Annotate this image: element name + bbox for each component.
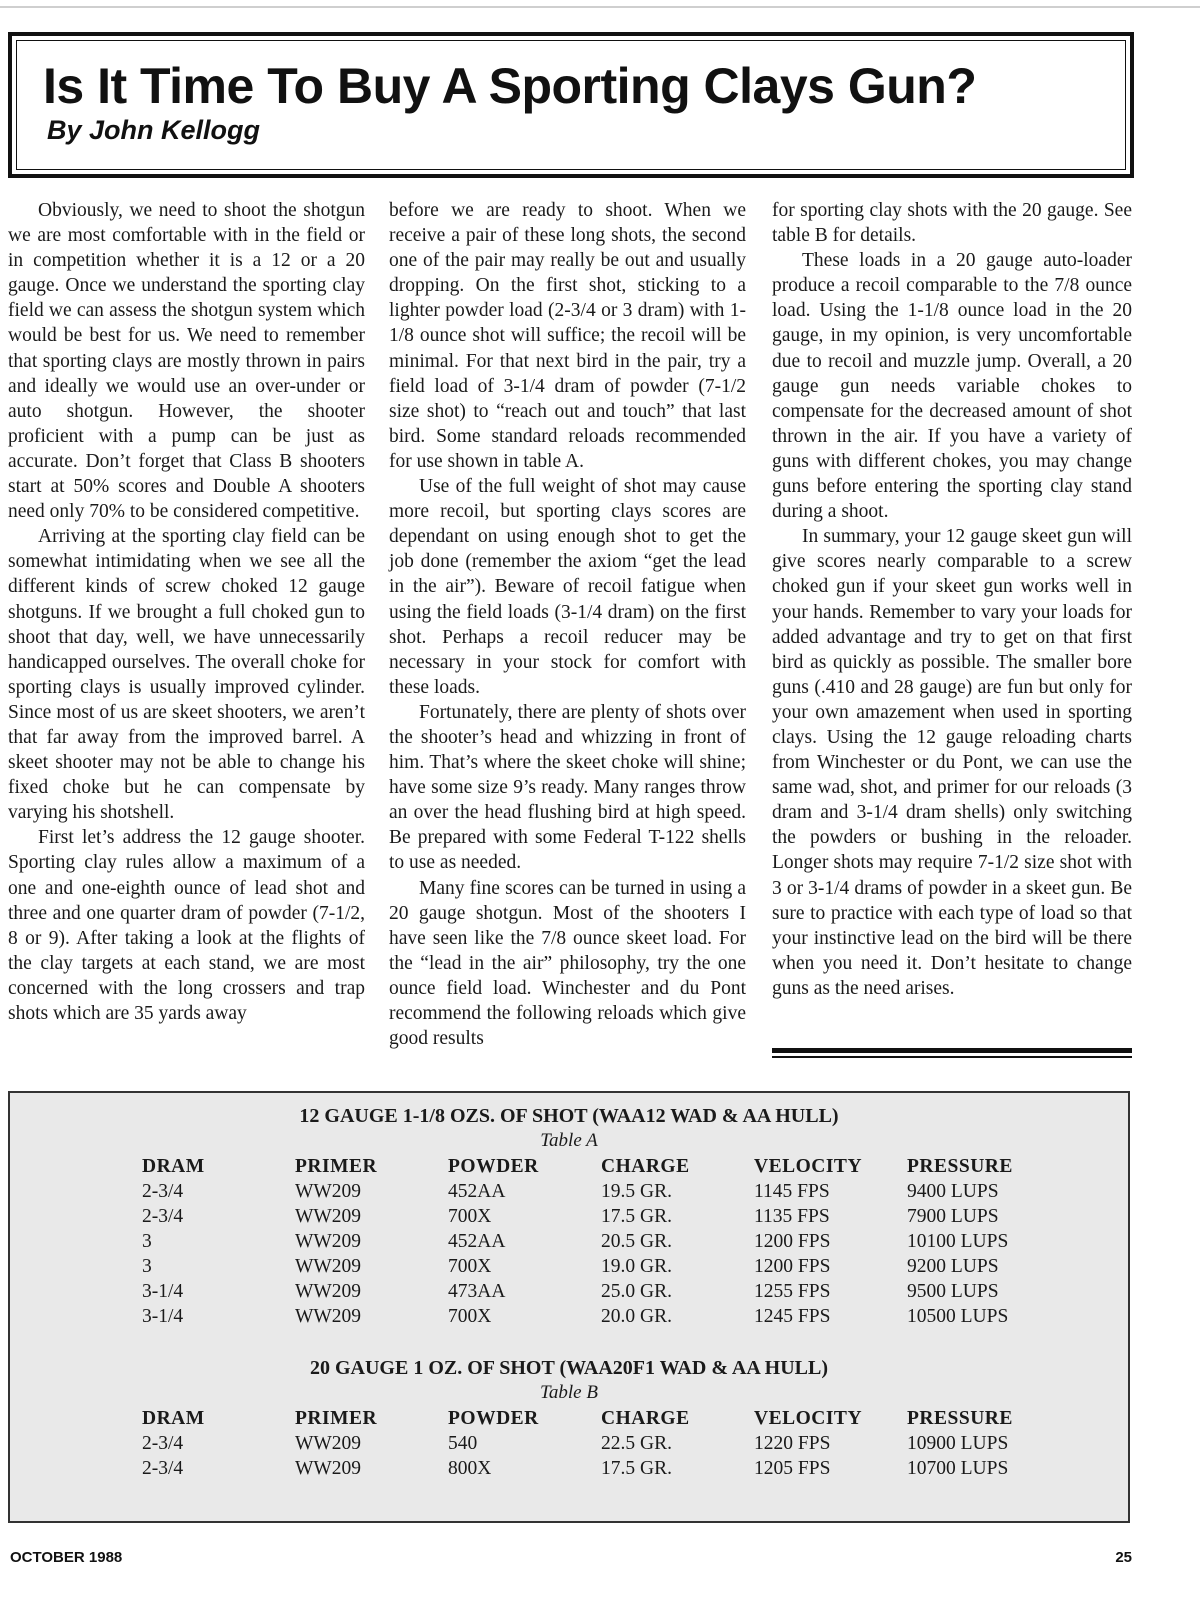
paragraph: These loads in a 20 gauge auto-loader produce a recoil comparable to the 7/8 ounce load. Using the 1-1/8 ounce load in the 20 gauge, in my opinion, is very uncomfortable due to recoil and muzzle jump. Overall, a 20 gauge gun needs variable chokes to compensate for the decreased amount of shot thrown in the air. If you have a variety of guns with different chokes, you may change guns before entering the sporting clay stand during a shoot.	[772, 250, 1132, 523]
table-cell: 20.5 GR.	[601, 1231, 672, 1252]
article-column-2	[389, 198, 746, 1051]
table-cell: 1200 FPS	[754, 1256, 831, 1277]
table-row	[142, 1204, 1060, 1229]
table-row	[142, 1254, 1060, 1279]
table-cell: 2-3/4	[142, 1433, 184, 1454]
column-header: PRESSURE	[907, 1408, 1013, 1429]
column-header: DRAM	[142, 1408, 205, 1429]
paragraph: Arriving at the sporting clay field can be somewhat intimidating when we see all the different kinds of screw choked 12 gauge shotguns. If we brought a full choked gun to shoot that day, well, we have unnecessarily handicapped ourselves. The overall choke for sporting clays is usually improved cylinder. Since most of us are skeet shooters, we aren’t that far away from the improved barrel. A skeet shooter may not be able to change his fixed choke but he can compensate by varying his shotshell.	[8, 526, 365, 824]
paragraph: Fortunately, there are plenty of shots over the shooter’s head and whizzing in front of him. That’s where the skeet choke will shine; have some size 9’s ready. Many ranges throw an over the head flushing bird at high speed. Be prepared with some Federal T-122 shells to use as needed.	[389, 701, 746, 874]
table-cell: 700X	[448, 1306, 492, 1327]
table-a-header-row	[142, 1154, 1060, 1179]
table-cell: 3-1/4	[142, 1306, 184, 1327]
paragraph: before we are ready to shoot. When we receive a pair of these long shots, the second one of the pair may really be out and usually dropping. On the first shot, sticking to a lighter powder load (2-3/4 or 3 dram) with 1-1/8 ounce shot will suffice; the recoil will be minimal. For that next bird in the pair, try a field load of 3-1/4 dram of powder (7-1/2 size shot) to “reach out and touch” that last bird. Some standard reloads recommended for use shown in table A.	[389, 200, 746, 472]
article-title: Is It Time To Buy A Sporting Clays Gun?	[43, 58, 977, 114]
paragraph: Obviously, we need to shoot the shotgun we are most comfortable with in the field or in competition whether it is a 12 or a 20 gauge. Once we understand the sporting clay field we can assess the shotgun system which would be best for us. We need to remember that sporting clays are mostly thrown in pairs and ideally we would use an over-under or auto shotgun. However, the shooter proficient with a pump can be just as accurate. Don’t forget that Class B shooters start at 50% scores and Double A shooters need only 70% to be considered competitive.	[8, 200, 365, 523]
table-cell: WW209	[295, 1181, 362, 1202]
table-cell: 1135 FPS	[754, 1206, 830, 1227]
column-header: VELOCITY	[754, 1156, 863, 1177]
table-cell: 19.5 GR.	[601, 1181, 672, 1202]
table-cell: 9400 LUPS	[907, 1181, 999, 1202]
table-a-subtitle: Table A	[540, 1130, 598, 1151]
table-b-header-row	[142, 1406, 1060, 1431]
table-cell: 1200 FPS	[754, 1231, 831, 1252]
table-cell: 452AA	[448, 1231, 506, 1252]
end-of-article-rule	[772, 1048, 1132, 1058]
table-cell: WW209	[295, 1206, 362, 1227]
column-header: PRIMER	[295, 1408, 378, 1429]
table-cell: WW209	[295, 1306, 362, 1327]
issue-date: OCTOBER 1988	[10, 1549, 123, 1566]
paragraph: for sporting clay shots with the 20 gauge. See table B for details.	[772, 200, 1132, 247]
column-header: DRAM	[142, 1156, 205, 1177]
paragraph: Many fine scores can be turned in using a 20 gauge shotgun. Most of the shooters I have seen like the 7/8 ounce skeet load. For the “lead in the air” philosophy, try the one ounce field load. Winchester and du Pont recommend the following reloads which give good results	[389, 877, 746, 1050]
table-a	[142, 1154, 1060, 1329]
table-cell: 17.5 GR.	[601, 1206, 672, 1227]
article-byline: By John Kellogg	[47, 115, 261, 145]
paragraph: In summary, your 12 gauge skeet gun will give scores nearly comparable to a screw choked gun if your skeet gun works well in your hands. Remember to vary your loads for added advantage and try to get on that first bird as quickly as possible. The smaller bore guns (.410 and 28 gauge) are fun but only for your own amazement when used in sporting clays. Using the 12 gauge reloading charts from Winchester or du Pont, we can use the same wad, shot, and primer for our reloads (3 dram and 3-1/4 dram shells) only switching the powders or bushing in the reloader. Longer shots may require 7-1/2 size shot with 3 or 3-1/4 drams of powder in a skeet gun. Be sure to practice with each type of load so that your instinctive lead on the bird will be there when you need it. Don’t hesitate to change guns as the need arises.	[772, 526, 1132, 999]
paragraph: Use of the full weight of shot may cause more recoil, but sporting clays scores are dependant on using enough shot to get the job done (remember the axiom “get the lead in the air”). Beware of recoil fatigue when using the field loads (3-1/4 dram) on the first shot. Perhaps a recoil reducer may be necessary in your stock for comfort with these loads.	[389, 476, 746, 698]
table-cell: 800X	[448, 1458, 492, 1479]
table-row	[142, 1279, 1060, 1304]
table-cell: 10900 LUPS	[907, 1433, 1009, 1454]
table-cell: 22.5 GR.	[601, 1433, 672, 1454]
table-cell: WW209	[295, 1231, 362, 1252]
table-row	[142, 1229, 1060, 1254]
table-b-subtitle: Table B	[540, 1382, 598, 1403]
article-column-1	[8, 198, 365, 1026]
table-cell: WW209	[295, 1433, 362, 1454]
article-column-3	[772, 198, 1132, 1001]
table-a-title: 12 GAUGE 1-1/8 OZS. OF SHOT (WAA12 WAD & AA HULL)	[299, 1105, 839, 1127]
reload-tables-box	[8, 1091, 1130, 1523]
table-cell: WW209	[295, 1281, 362, 1302]
table-cell: 1245 FPS	[754, 1306, 831, 1327]
table-b-title: 20 GAUGE 1 OZ. OF SHOT (WAA20F1 WAD & AA HULL)	[309, 1357, 829, 1379]
title-inner-frame	[16, 40, 1126, 170]
table-cell: 3	[142, 1231, 152, 1252]
page-number: 25	[1115, 1549, 1132, 1566]
table-cell: 25.0 GR.	[601, 1281, 672, 1302]
table-cell: 700X	[448, 1206, 492, 1227]
table-row	[142, 1431, 1060, 1456]
table-row	[142, 1179, 1060, 1204]
table-cell: 19.0 GR.	[601, 1256, 672, 1277]
paragraph: First let’s address the 12 gauge shooter. Sporting clay rules allow a maximum of a one and one-eighth ounce of lead shot and three and one quarter dram of powder (7-1/2, 8 or 9). After taking a look at the flights of the clay targets at each stand, we are most concerned with the long crossers and trap shots which are 35 yards away	[8, 827, 365, 1024]
table-cell: 540	[448, 1433, 478, 1454]
table-cell: 10100 LUPS	[907, 1231, 1009, 1252]
top-rule	[0, 6, 1200, 8]
title-box	[8, 32, 1134, 178]
table-cell: 2-3/4	[142, 1458, 184, 1479]
table-cell: 20.0 GR.	[601, 1306, 672, 1327]
table-cell: 700X	[448, 1256, 492, 1277]
table-cell: 10500 LUPS	[907, 1306, 1009, 1327]
column-header: CHARGE	[601, 1408, 690, 1429]
table-cell: 2-3/4	[142, 1206, 184, 1227]
table-cell: 3-1/4	[142, 1281, 184, 1302]
table-cell: 1255 FPS	[754, 1281, 831, 1302]
column-header: POWDER	[448, 1156, 539, 1177]
table-cell: WW209	[295, 1458, 362, 1479]
table-cell: 1205 FPS	[754, 1458, 831, 1479]
table-cell: 10700 LUPS	[907, 1458, 1009, 1479]
table-cell: WW209	[295, 1256, 362, 1277]
column-header: PRIMER	[295, 1156, 378, 1177]
table-cell: 3	[142, 1256, 152, 1277]
column-header: PRESSURE	[907, 1156, 1013, 1177]
table-cell: 1220 FPS	[754, 1433, 831, 1454]
table-cell: 9500 LUPS	[907, 1281, 999, 1302]
table-row	[142, 1304, 1060, 1329]
table-cell: 9200 LUPS	[907, 1256, 999, 1277]
table-cell: 452AA	[448, 1181, 506, 1202]
column-header: CHARGE	[601, 1156, 690, 1177]
table-cell: 473AA	[448, 1281, 506, 1302]
table-row	[142, 1456, 1060, 1481]
table-cell: 1145 FPS	[754, 1181, 830, 1202]
table-cell: 17.5 GR.	[601, 1458, 672, 1479]
table-b	[142, 1406, 1060, 1481]
table-cell: 2-3/4	[142, 1181, 184, 1202]
column-header: VELOCITY	[754, 1408, 863, 1429]
table-cell: 7900 LUPS	[907, 1206, 999, 1227]
column-header: POWDER	[448, 1408, 539, 1429]
